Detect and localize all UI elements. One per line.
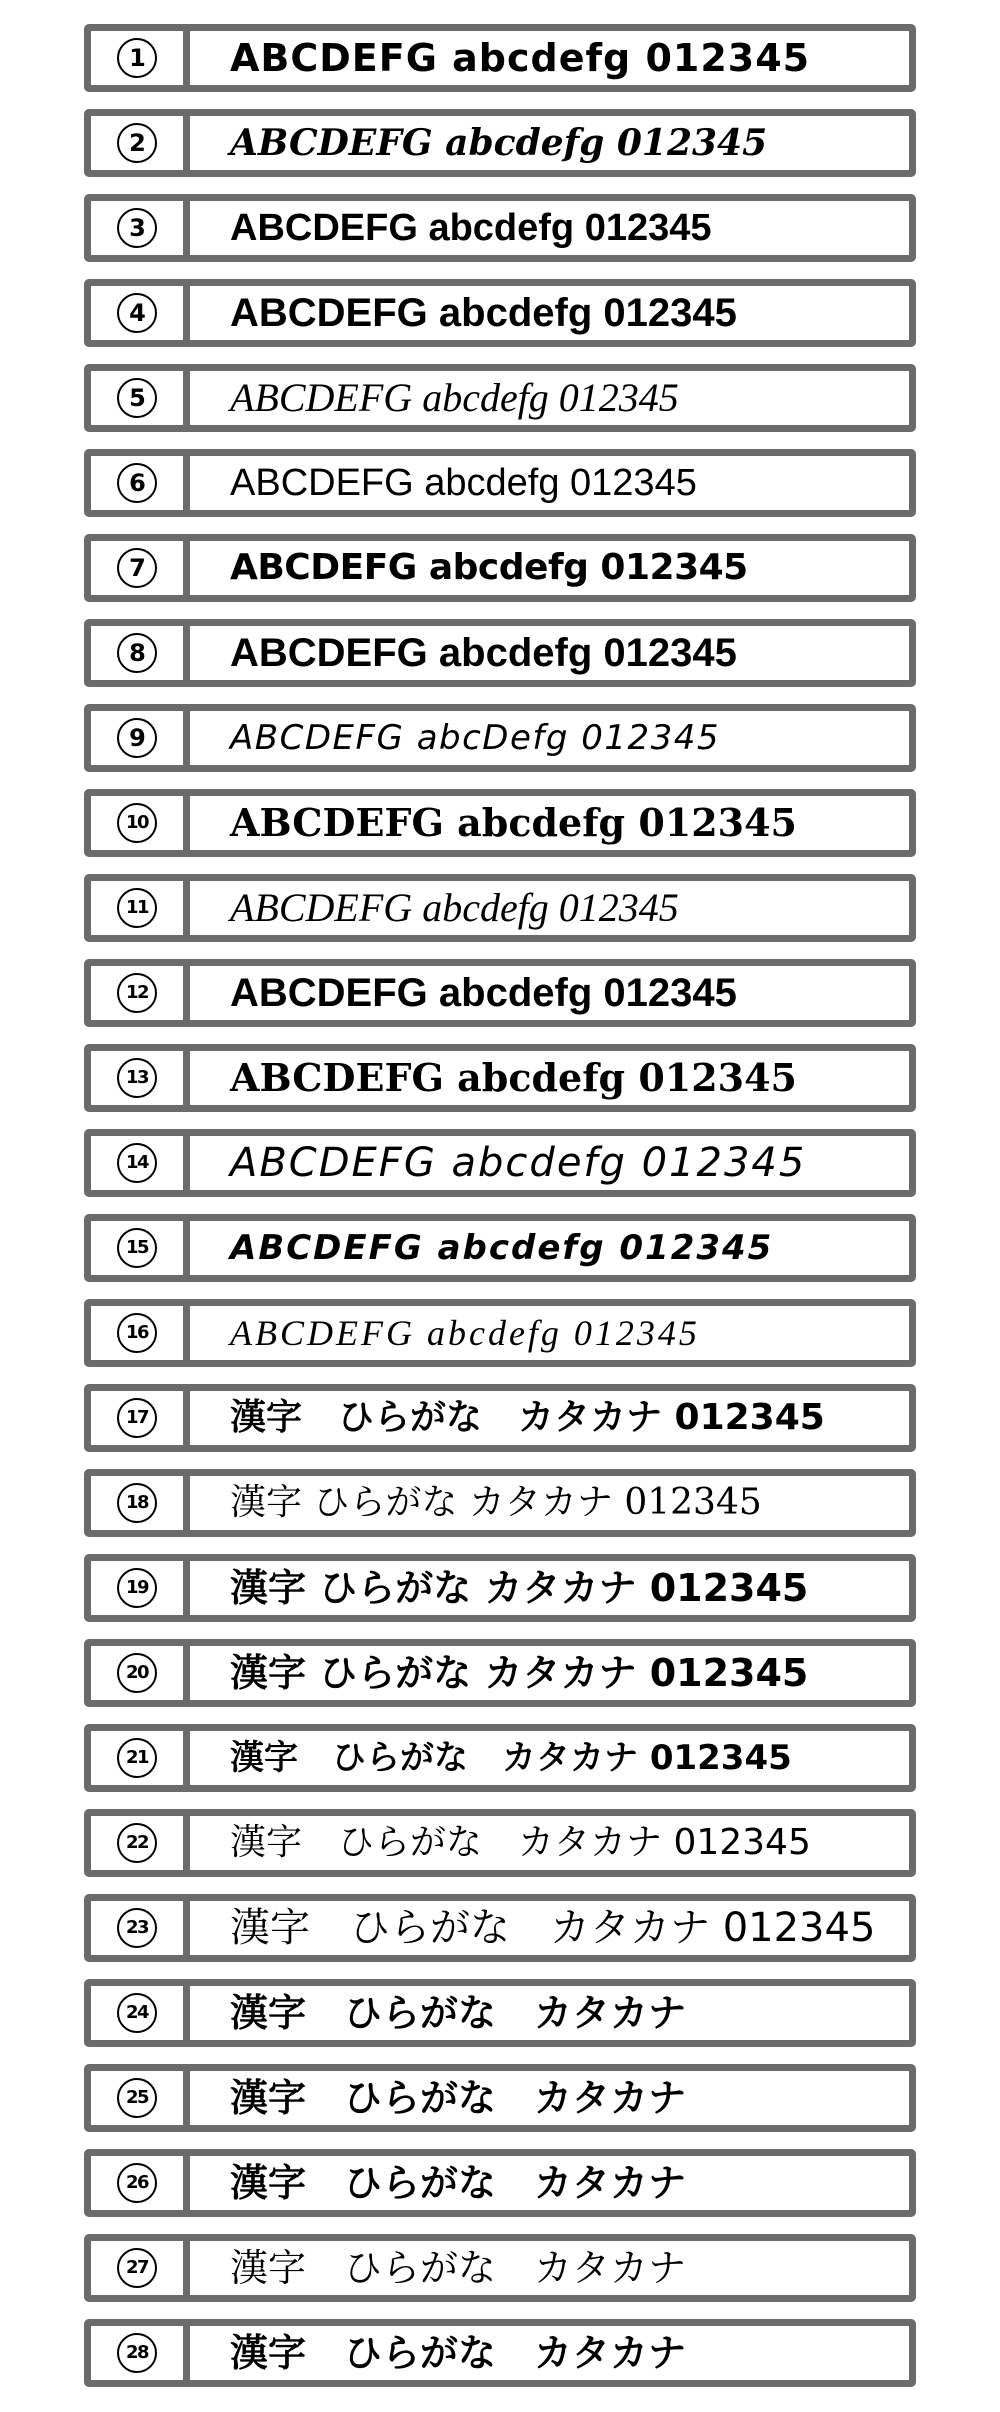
sample-text-cell xyxy=(190,1221,909,1275)
sample-number-cell xyxy=(91,456,190,510)
sample-number-badge: 8 xyxy=(117,633,157,673)
sample-text-cell xyxy=(190,966,909,1020)
font-sample-text: ABCDEFG abcdefg 012345 xyxy=(230,1140,807,1186)
sample-number-cell xyxy=(91,541,190,595)
font-sample-text: 漢字 ひらがな カタカナ 012345 xyxy=(230,1397,825,1438)
font-sample-text: ABCDEFG abcdefg 012345 xyxy=(230,462,697,504)
font-sample-text: ABCDEFG abcdefg 012345 xyxy=(230,971,737,1015)
font-sample-row xyxy=(84,1809,916,1877)
sample-number-cell xyxy=(91,1731,190,1785)
sample-text-cell xyxy=(190,796,909,850)
font-sample-text: ABCDEFG abcdefg 012345 xyxy=(230,375,679,420)
font-sample-text: ABCDEFG abcdefg 012345 xyxy=(230,631,737,675)
sample-number-cell xyxy=(91,1646,190,1700)
sample-number-badge: 24 xyxy=(117,1993,157,2033)
sample-number-cell xyxy=(91,1221,190,1275)
sample-number-badge: 1 xyxy=(117,38,157,78)
sample-number-cell xyxy=(91,796,190,850)
font-sample-row xyxy=(84,279,916,347)
sample-number-badge: 18 xyxy=(117,1483,157,1523)
font-sample-row xyxy=(84,1724,916,1792)
sample-number-cell xyxy=(91,1476,190,1530)
sample-text-cell xyxy=(190,2241,909,2295)
font-sample-row xyxy=(84,2149,916,2217)
sample-text-cell xyxy=(190,2071,909,2125)
font-sample-text: ABCDEFG abcdefg 012345 xyxy=(230,1228,774,1268)
font-sample-text: ABCDEFG abcdefg 012345 xyxy=(230,36,811,80)
sample-number-cell xyxy=(91,1051,190,1105)
font-sample-row xyxy=(84,1299,916,1367)
sample-text-cell xyxy=(190,1986,909,2040)
sample-number-badge: 2 xyxy=(117,123,157,163)
font-sample-text: 漢字 ひらがな カタカナ xyxy=(230,2331,687,2375)
sample-text-cell xyxy=(190,711,909,765)
font-sample-text: ABCDEFG abcdefg 012345 xyxy=(230,122,768,164)
sample-text-cell xyxy=(190,1561,909,1615)
sample-number-cell xyxy=(91,1306,190,1360)
font-sample-text: 漢字 ひらがな カタカナ 012345 xyxy=(230,1651,809,1695)
font-sample-text: 漢字 ひらがな カタカナ 012345 xyxy=(230,1566,809,1610)
font-sample-row xyxy=(84,1044,916,1112)
sample-text-cell xyxy=(190,2326,909,2380)
sample-number-badge: 4 xyxy=(117,293,157,333)
sample-number-badge: 28 xyxy=(117,2333,157,2373)
sample-text-cell xyxy=(190,626,909,680)
sample-number-cell xyxy=(91,2241,190,2295)
font-sample-row xyxy=(84,1214,916,1282)
sample-text-cell xyxy=(190,31,909,85)
font-sample-row xyxy=(84,1554,916,1622)
sample-number-cell xyxy=(91,2071,190,2125)
sample-number-badge: 13 xyxy=(117,1058,157,1098)
font-sample-row xyxy=(84,1129,916,1197)
sample-number-badge: 7 xyxy=(117,548,157,588)
font-sample-row xyxy=(84,2319,916,2387)
font-sample-row xyxy=(84,2234,916,2302)
font-sample-text: 漢字 ひらがな カタカナ xyxy=(230,2076,687,2120)
sample-number-badge: 27 xyxy=(117,2248,157,2288)
sample-number-cell xyxy=(91,626,190,680)
sample-text-cell xyxy=(190,1306,909,1360)
sample-text-cell xyxy=(190,286,909,340)
sample-text-cell xyxy=(190,541,909,595)
font-sample-row xyxy=(84,194,916,262)
sample-text-cell xyxy=(190,881,909,935)
font-sample-text: 漢字 ひらがな カタカナ 012345 xyxy=(230,1905,876,1951)
font-sample-row xyxy=(84,2064,916,2132)
font-sample-text: ABCDEFG abcdefg 012345 xyxy=(230,207,712,249)
font-sample-text: ABCDEFG abcdefg 012345 xyxy=(230,1313,700,1353)
sample-number-cell xyxy=(91,711,190,765)
sample-number-cell xyxy=(91,966,190,1020)
sample-number-badge: 14 xyxy=(117,1143,157,1183)
font-sample-text: ABCDEFG abcdefg 012345 xyxy=(230,885,679,930)
font-sample-text: ABCDEFG abcdefg 012345 xyxy=(230,1055,797,1100)
sample-number-cell xyxy=(91,2326,190,2380)
sample-number-badge: 20 xyxy=(117,1653,157,1693)
sample-number-badge: 17 xyxy=(117,1398,157,1438)
sample-text-cell xyxy=(190,1136,909,1190)
sample-number-badge: 5 xyxy=(117,378,157,418)
sample-number-badge: 10 xyxy=(117,803,157,843)
sample-number-badge: 12 xyxy=(117,973,157,1013)
font-sample-row xyxy=(84,1639,916,1707)
sample-number-badge: 25 xyxy=(117,2078,157,2118)
sample-number-cell xyxy=(91,1136,190,1190)
font-sample-text: ABCDEFG abcdefg 012345 xyxy=(230,800,797,845)
sample-number-cell xyxy=(91,881,190,935)
sample-number-badge: 11 xyxy=(117,888,157,928)
sample-number-badge: 21 xyxy=(117,1738,157,1778)
sample-number-cell xyxy=(91,31,190,85)
sample-text-cell xyxy=(190,1391,909,1445)
sample-text-cell xyxy=(190,116,909,170)
font-sample-row xyxy=(84,1384,916,1452)
sample-text-cell xyxy=(190,1476,909,1530)
font-sample-text: 漢字 ひらがな カタカナ 012345 xyxy=(230,1738,792,1778)
font-sample-row xyxy=(84,1469,916,1537)
sample-number-badge: 3 xyxy=(117,208,157,248)
sample-text-cell xyxy=(190,201,909,255)
font-sample-text: 漢字 ひらがな カタカナ xyxy=(230,2246,687,2290)
font-sample-row xyxy=(84,959,916,1027)
font-sample-text: 漢字 ひらがな カタカナ 012345 xyxy=(230,1482,762,1523)
sample-number-cell xyxy=(91,1391,190,1445)
font-sample-row xyxy=(84,1894,916,1962)
sample-number-badge: 6 xyxy=(117,463,157,503)
sample-number-badge: 26 xyxy=(117,2163,157,2203)
sample-number-cell xyxy=(91,1561,190,1615)
font-sample-row xyxy=(84,449,916,517)
font-sample-row xyxy=(84,704,916,772)
sample-number-badge: 16 xyxy=(117,1313,157,1353)
sample-number-cell xyxy=(91,201,190,255)
sample-text-cell xyxy=(190,371,909,425)
sample-text-cell xyxy=(190,1731,909,1785)
font-sample-text: ABCDEFG abcDefg 012345 xyxy=(230,718,721,758)
sample-number-badge: 15 xyxy=(117,1228,157,1268)
sample-number-cell xyxy=(91,2156,190,2210)
font-sample-row xyxy=(84,1979,916,2047)
sample-text-cell xyxy=(190,456,909,510)
sample-number-badge: 23 xyxy=(117,1908,157,1948)
font-sample-text: ABCDEFG abcdefg 012345 xyxy=(230,291,737,335)
sample-text-cell xyxy=(190,2156,909,2210)
sample-number-cell xyxy=(91,286,190,340)
sample-text-cell xyxy=(190,1816,909,1870)
sample-number-cell xyxy=(91,116,190,170)
sample-number-cell xyxy=(91,1986,190,2040)
sample-text-cell xyxy=(190,1901,909,1955)
font-sample-text: 漢字 ひらがな カタカナ xyxy=(230,2161,687,2205)
sample-number-cell xyxy=(91,1901,190,1955)
sample-text-cell xyxy=(190,1646,909,1700)
font-sample-row xyxy=(84,789,916,857)
sample-text-cell xyxy=(190,1051,909,1105)
font-sample-text: 漢字 ひらがな カタカナ 012345 xyxy=(230,1822,811,1863)
font-sample-text: ABCDEFG abcdefg 012345 xyxy=(230,547,748,588)
sample-number-cell xyxy=(91,1816,190,1870)
font-sample-text: 漢字 ひらがな カタカナ xyxy=(230,1991,687,2035)
sample-number-badge: 19 xyxy=(117,1568,157,1608)
sample-number-cell xyxy=(91,371,190,425)
font-sample-row xyxy=(84,619,916,687)
font-sample-row xyxy=(84,874,916,942)
font-sample-row xyxy=(84,109,916,177)
font-sample-row xyxy=(84,364,916,432)
font-sample-row xyxy=(84,24,916,92)
sample-number-badge: 9 xyxy=(117,718,157,758)
sample-number-badge: 22 xyxy=(117,1823,157,1863)
font-sample-row xyxy=(84,534,916,602)
